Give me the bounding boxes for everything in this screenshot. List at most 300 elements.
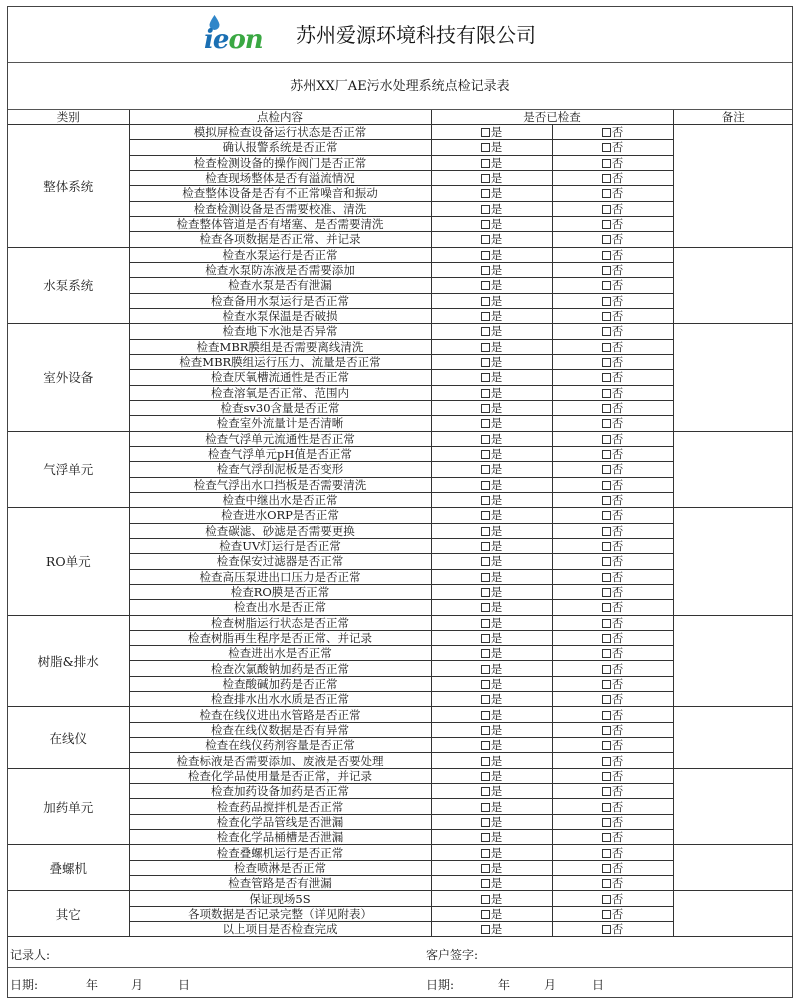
inspection-item: 检查水泵运行是否正常 [129, 247, 431, 262]
checkbox-no[interactable] [602, 542, 611, 551]
check-no-cell[interactable] [552, 600, 673, 615]
checkbox-yes[interactable] [481, 787, 490, 796]
check-yes-cell[interactable] [431, 692, 552, 707]
checkbox-yes[interactable] [481, 803, 490, 812]
checkbox-no[interactable] [602, 235, 611, 244]
table-row [8, 125, 793, 140]
checkbox-yes[interactable] [481, 573, 490, 582]
check-yes-cell[interactable] [431, 845, 552, 860]
check-yes-cell[interactable] [431, 876, 552, 891]
remarks-cell[interactable] [673, 845, 793, 891]
check-yes-label: 是 [490, 247, 503, 262]
checkbox-yes[interactable] [481, 634, 490, 643]
checkbox-no[interactable] [602, 925, 611, 934]
checkbox-yes[interactable] [481, 757, 490, 766]
checkbox-no[interactable] [602, 603, 611, 612]
checkbox-yes[interactable] [481, 128, 490, 137]
check-no-cell[interactable] [552, 906, 673, 921]
check-no-label: 否 [611, 585, 624, 599]
inspection-item: 检查药品搅拌机是否正常 [129, 799, 431, 814]
check-no-cell[interactable] [552, 584, 673, 599]
checkbox-no[interactable] [602, 680, 611, 689]
check-yes-cell[interactable] [431, 400, 552, 415]
checkbox-no[interactable] [602, 634, 611, 643]
checkbox-no[interactable] [602, 435, 611, 444]
checkbox-yes[interactable] [481, 481, 490, 490]
inspection-item: 检查溶氧是否正常、范围内 [129, 385, 431, 400]
check-yes-cell[interactable] [431, 446, 552, 461]
checkbox-yes[interactable] [481, 695, 490, 704]
checkbox-yes[interactable] [481, 649, 490, 658]
check-yes-label: 是 [490, 922, 503, 937]
checkbox-yes[interactable] [481, 220, 490, 229]
checkbox-no[interactable] [602, 573, 611, 582]
check-yes-cell[interactable] [431, 860, 552, 875]
checkbox-no[interactable] [602, 910, 611, 919]
check-no-label: 否 [611, 263, 624, 278]
customer-year: 年 [498, 978, 511, 992]
remarks-cell[interactable] [673, 891, 793, 937]
check-yes-cell[interactable] [431, 600, 552, 615]
check-yes-cell[interactable] [431, 462, 552, 477]
checkbox-yes[interactable] [481, 511, 490, 520]
remarks-cell[interactable] [673, 431, 793, 508]
check-no-cell[interactable] [552, 799, 673, 814]
checkbox-no[interactable] [602, 205, 611, 214]
check-no-label: 否 [611, 508, 624, 523]
checkbox-no[interactable] [602, 511, 611, 520]
checkbox-no[interactable] [602, 297, 611, 306]
checkbox-yes[interactable] [481, 465, 490, 474]
checkbox-yes[interactable] [481, 864, 490, 873]
check-yes-label: 是 [490, 416, 503, 431]
checkbox-no[interactable] [602, 757, 611, 766]
check-yes-cell[interactable] [431, 538, 552, 553]
inspection-item: 检查MBR膜组是否需要离线清洗 [129, 339, 431, 354]
checkbox-no[interactable] [602, 312, 611, 321]
check-no-cell[interactable] [552, 370, 673, 385]
check-no-cell[interactable] [552, 523, 673, 538]
check-yes-cell[interactable] [431, 170, 552, 185]
check-no-label: 否 [611, 431, 624, 446]
check-no-cell[interactable] [552, 738, 673, 753]
check-no-cell[interactable] [552, 278, 673, 293]
check-no-cell[interactable] [552, 784, 673, 799]
remarks-cell[interactable] [673, 125, 793, 248]
check-no-label: 否 [611, 845, 624, 860]
checkbox-yes[interactable] [481, 404, 490, 413]
check-no-cell[interactable] [552, 324, 673, 339]
check-yes-cell[interactable] [431, 262, 552, 277]
checkbox-yes[interactable] [481, 619, 490, 628]
table-row [8, 707, 793, 722]
checkbox-no[interactable] [602, 695, 611, 704]
check-yes-label: 是 [490, 339, 503, 354]
check-yes-cell[interactable] [431, 615, 552, 630]
checkbox-no[interactable] [602, 557, 611, 566]
checkbox-yes[interactable] [481, 711, 490, 720]
check-no-cell[interactable] [552, 201, 673, 216]
table-row [8, 891, 793, 906]
checkbox-yes[interactable] [481, 159, 490, 168]
checkbox-no[interactable] [602, 404, 611, 413]
check-yes-cell[interactable] [431, 278, 552, 293]
check-yes-cell[interactable] [431, 216, 552, 231]
checkbox-yes[interactable] [481, 895, 490, 904]
check-no-label: 否 [611, 523, 624, 538]
ieon-logo: ieon [204, 15, 274, 55]
check-yes-cell[interactable] [431, 906, 552, 921]
check-no-cell[interactable] [552, 293, 673, 308]
checkbox-yes[interactable] [481, 389, 490, 398]
check-no-cell[interactable] [552, 462, 673, 477]
check-no-label: 否 [611, 860, 624, 875]
check-no-label: 否 [611, 569, 624, 584]
check-yes-cell[interactable] [431, 646, 552, 661]
inspection-item: 保证现场5S [129, 891, 431, 906]
check-yes-cell[interactable] [431, 155, 552, 170]
check-no-cell[interactable] [552, 814, 673, 829]
checkbox-no[interactable] [602, 327, 611, 336]
checkbox-no[interactable] [602, 281, 611, 290]
check-yes-label: 是 [490, 477, 503, 492]
checkbox-yes[interactable] [481, 603, 490, 612]
checkbox-yes[interactable] [481, 588, 490, 597]
check-no-label: 否 [611, 416, 624, 431]
check-no-cell[interactable] [552, 477, 673, 492]
check-no-cell[interactable] [552, 860, 673, 875]
checkbox-no[interactable] [602, 741, 611, 750]
checkbox-no[interactable] [602, 450, 611, 459]
checkbox-yes[interactable] [481, 833, 490, 842]
checkbox-no[interactable] [602, 711, 611, 720]
check-no-cell[interactable] [552, 354, 673, 369]
check-no-cell[interactable] [552, 922, 673, 937]
checkbox-yes[interactable] [481, 849, 490, 858]
checkbox-yes[interactable] [481, 373, 490, 382]
check-no-cell[interactable] [552, 170, 673, 185]
check-no-cell[interactable] [552, 339, 673, 354]
checkbox-yes[interactable] [481, 542, 490, 551]
check-yes-cell[interactable] [431, 523, 552, 538]
checkbox-no[interactable] [602, 772, 611, 781]
check-no-cell[interactable] [552, 830, 673, 845]
checkbox-no[interactable] [602, 128, 611, 137]
checkbox-no[interactable] [602, 849, 611, 858]
checkbox-yes[interactable] [481, 879, 490, 888]
check-yes-label: 是 [490, 447, 503, 462]
checkbox-no[interactable] [602, 787, 611, 796]
check-no-label: 否 [611, 768, 624, 783]
check-no-cell[interactable] [552, 661, 673, 676]
checkbox-yes[interactable] [481, 235, 490, 244]
inspection-item: 模拟屏检查设备运行状态是否正常 [129, 125, 431, 140]
check-no-cell[interactable] [552, 722, 673, 737]
checkbox-yes[interactable] [481, 189, 490, 198]
checkbox-no[interactable] [602, 358, 611, 367]
remarks-cell[interactable] [673, 707, 793, 768]
checkbox-yes[interactable] [481, 143, 490, 152]
inspection-item: 检查水泵保温是否破损 [129, 308, 431, 323]
check-no-label: 否 [611, 753, 624, 768]
check-no-label: 否 [611, 309, 624, 324]
checkbox-no[interactable] [602, 174, 611, 183]
checklist-body [8, 125, 793, 937]
check-yes-label: 是 [490, 707, 503, 722]
check-no-cell[interactable] [552, 308, 673, 323]
checkbox-no[interactable] [602, 895, 611, 904]
checkbox-yes[interactable] [481, 297, 490, 306]
checkbox-yes[interactable] [481, 358, 490, 367]
customer-day: 日 [592, 978, 605, 992]
checkbox-no[interactable] [602, 665, 611, 674]
checkbox-no[interactable] [602, 159, 611, 168]
check-no-cell[interactable] [552, 630, 673, 645]
checkbox-yes[interactable] [481, 496, 490, 505]
check-yes-label: 是 [490, 293, 503, 308]
check-no-cell[interactable] [552, 753, 673, 768]
checkbox-no[interactable] [602, 419, 611, 428]
remarks-cell[interactable] [673, 768, 793, 845]
inspection-item: 检查树脂再生程序是否正常、并记录 [129, 630, 431, 645]
check-no-label: 否 [611, 370, 624, 385]
check-yes-label: 是 [490, 630, 503, 645]
table-row [8, 508, 793, 523]
check-yes-cell[interactable] [431, 738, 552, 753]
check-yes-label: 是 [490, 768, 503, 783]
inspection-item: 检查水泵是否有泄漏 [129, 278, 431, 293]
check-yes-label: 是 [490, 125, 503, 140]
check-no-label: 否 [611, 171, 624, 186]
inspection-item: 检查进水ORP是否正常 [129, 508, 431, 523]
checkbox-no[interactable] [602, 343, 611, 352]
check-yes-label: 是 [490, 585, 503, 599]
check-no-cell[interactable] [552, 569, 673, 584]
table-row [8, 324, 793, 339]
checkbox-yes[interactable] [481, 665, 490, 674]
check-no-cell[interactable] [552, 538, 673, 553]
check-yes-cell[interactable] [431, 416, 552, 431]
check-yes-label: 是 [490, 891, 503, 906]
checkbox-no[interactable] [602, 373, 611, 382]
checkbox-no[interactable] [602, 266, 611, 275]
check-no-cell[interactable] [552, 247, 673, 262]
check-no-cell[interactable] [552, 554, 673, 569]
check-yes-cell[interactable] [431, 339, 552, 354]
checkbox-yes[interactable] [481, 680, 490, 689]
checkbox-yes[interactable] [481, 435, 490, 444]
checkbox-no[interactable] [602, 189, 611, 198]
checkbox-no[interactable] [602, 481, 611, 490]
checkbox-no[interactable] [602, 879, 611, 888]
check-no-cell[interactable] [552, 646, 673, 661]
check-no-cell[interactable] [552, 692, 673, 707]
checkbox-yes[interactable] [481, 419, 490, 428]
check-no-cell[interactable] [552, 891, 673, 906]
checkbox-no[interactable] [602, 527, 611, 536]
checkbox-no[interactable] [602, 496, 611, 505]
inspection-item: 检查备用水泵运行是否正常 [129, 293, 431, 308]
check-no-cell[interactable] [552, 615, 673, 630]
check-yes-label: 是 [490, 523, 503, 538]
checkbox-yes[interactable] [481, 174, 490, 183]
checkbox-no[interactable] [602, 465, 611, 474]
letterhead [8, 7, 792, 63]
check-no-cell[interactable] [552, 140, 673, 155]
checkbox-yes[interactable] [481, 818, 490, 827]
check-no-cell[interactable] [552, 508, 673, 523]
check-no-cell[interactable] [552, 876, 673, 891]
check-yes-cell[interactable] [431, 232, 552, 247]
checkbox-yes[interactable] [481, 557, 490, 566]
check-yes-cell[interactable] [431, 569, 552, 584]
inspection-item: 检查气浮单元pH值是否正常 [129, 446, 431, 461]
check-no-cell[interactable] [552, 385, 673, 400]
check-yes-label: 是 [490, 661, 503, 676]
checkbox-yes[interactable] [481, 772, 490, 781]
checkbox-yes[interactable] [481, 726, 490, 735]
check-no-cell[interactable] [552, 845, 673, 860]
checkbox-no[interactable] [602, 864, 611, 873]
check-yes-cell[interactable] [431, 354, 552, 369]
check-no-cell[interactable] [552, 216, 673, 231]
check-no-cell[interactable] [552, 768, 673, 783]
check-yes-cell[interactable] [431, 308, 552, 323]
checkbox-yes[interactable] [481, 266, 490, 275]
check-no-label: 否 [611, 447, 624, 462]
date-row [8, 968, 792, 998]
check-no-cell[interactable] [552, 125, 673, 140]
check-yes-cell[interactable] [431, 722, 552, 737]
checkbox-yes[interactable] [481, 281, 490, 290]
remarks-cell[interactable] [673, 615, 793, 707]
check-yes-cell[interactable] [431, 370, 552, 385]
check-yes-cell[interactable] [431, 431, 552, 446]
check-yes-cell[interactable] [431, 753, 552, 768]
checkbox-yes[interactable] [481, 527, 490, 536]
checkbox-yes[interactable] [481, 741, 490, 750]
check-yes-cell[interactable] [431, 922, 552, 937]
check-no-cell[interactable] [552, 707, 673, 722]
check-no-label: 否 [611, 784, 624, 799]
check-yes-cell[interactable] [431, 661, 552, 676]
check-no-label: 否 [611, 799, 624, 814]
checkbox-no[interactable] [602, 649, 611, 658]
check-yes-cell[interactable] [431, 201, 552, 216]
check-yes-cell[interactable] [431, 799, 552, 814]
checkbox-yes[interactable] [481, 925, 490, 934]
check-yes-cell[interactable] [431, 492, 552, 507]
check-yes-cell[interactable] [431, 247, 552, 262]
check-yes-label: 是 [490, 753, 503, 768]
check-yes-cell[interactable] [431, 768, 552, 783]
checkbox-no[interactable] [602, 818, 611, 827]
category-cell: 水泵系统 [8, 247, 129, 324]
check-no-cell[interactable] [552, 155, 673, 170]
checkbox-yes[interactable] [481, 910, 490, 919]
check-yes-cell[interactable] [431, 477, 552, 492]
check-no-cell[interactable] [552, 186, 673, 201]
checkbox-no[interactable] [602, 726, 611, 735]
col-header-checked: 是否已检查 [431, 110, 673, 125]
check-yes-cell[interactable] [431, 676, 552, 691]
checkbox-yes[interactable] [481, 205, 490, 214]
check-no-cell[interactable] [552, 416, 673, 431]
check-yes-label: 是 [490, 860, 503, 875]
check-no-cell[interactable] [552, 400, 673, 415]
checkbox-no[interactable] [602, 588, 611, 597]
checkbox-yes[interactable] [481, 312, 490, 321]
checkbox-yes[interactable] [481, 251, 490, 260]
check-yes-cell[interactable] [431, 385, 552, 400]
inspection-item: 检查厌氧槽流通性是否正常 [129, 370, 431, 385]
check-no-label: 否 [611, 278, 624, 293]
check-no-label: 否 [611, 186, 624, 201]
check-no-label: 否 [611, 722, 624, 737]
check-no-cell[interactable] [552, 232, 673, 247]
checkbox-no[interactable] [602, 251, 611, 260]
remarks-cell[interactable] [673, 324, 793, 431]
remarks-cell[interactable] [673, 247, 793, 324]
inspection-item: 检查室外流量计是否清晰 [129, 416, 431, 431]
check-yes-cell[interactable] [431, 140, 552, 155]
check-yes-label: 是 [490, 201, 503, 216]
col-header-category: 类别 [8, 110, 129, 125]
checkbox-no[interactable] [602, 143, 611, 152]
checkbox-no[interactable] [602, 389, 611, 398]
check-yes-cell[interactable] [431, 630, 552, 645]
check-yes-cell[interactable] [431, 186, 552, 201]
check-no-cell[interactable] [552, 492, 673, 507]
check-yes-cell[interactable] [431, 293, 552, 308]
checkbox-no[interactable] [602, 803, 611, 812]
check-no-label: 否 [611, 830, 624, 845]
check-no-cell[interactable] [552, 446, 673, 461]
check-yes-cell[interactable] [431, 508, 552, 523]
check-yes-cell[interactable] [431, 584, 552, 599]
check-no-label: 否 [611, 140, 624, 155]
checkbox-yes[interactable] [481, 450, 490, 459]
check-yes-label: 是 [490, 263, 503, 278]
check-no-label: 否 [611, 891, 624, 906]
check-yes-label: 是 [490, 431, 503, 446]
checkbox-no[interactable] [602, 619, 611, 628]
check-yes-cell[interactable] [431, 125, 552, 140]
checkbox-no[interactable] [602, 220, 611, 229]
check-no-cell[interactable] [552, 431, 673, 446]
inspection-form [7, 6, 793, 998]
check-yes-cell[interactable] [431, 891, 552, 906]
check-yes-cell[interactable] [431, 814, 552, 829]
inspection-item: 检查化学品管线是否泄漏 [129, 814, 431, 829]
check-no-label: 否 [611, 493, 624, 508]
inspection-item: 检查标液是否需要添加、废液是否要处理 [129, 753, 431, 768]
checkbox-yes[interactable] [481, 343, 490, 352]
check-yes-label: 是 [490, 232, 503, 247]
check-yes-cell[interactable] [431, 554, 552, 569]
check-yes-cell[interactable] [431, 324, 552, 339]
check-no-cell[interactable] [552, 262, 673, 277]
remarks-cell[interactable] [673, 508, 793, 615]
check-yes-cell[interactable] [431, 784, 552, 799]
checkbox-no[interactable] [602, 833, 611, 842]
check-yes-cell[interactable] [431, 830, 552, 845]
check-yes-cell[interactable] [431, 707, 552, 722]
checkbox-yes[interactable] [481, 327, 490, 336]
check-yes-label: 是 [490, 569, 503, 584]
check-no-cell[interactable] [552, 676, 673, 691]
check-no-label: 否 [611, 401, 624, 416]
